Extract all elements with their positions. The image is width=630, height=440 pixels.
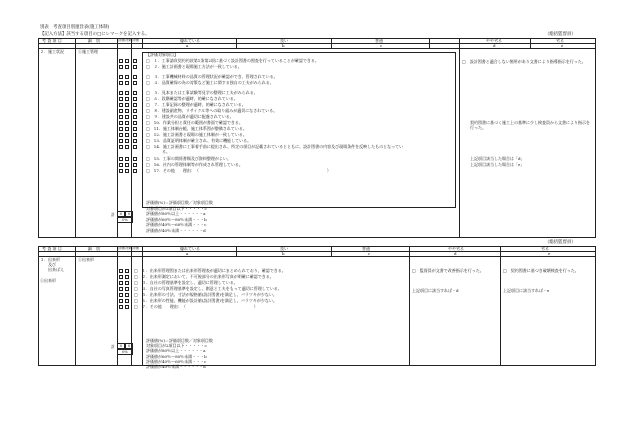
item-construction-status: ２．施工状況 xyxy=(40,49,64,54)
s2-summary-eval: 0 xyxy=(125,343,133,349)
target-checkbox[interactable] xyxy=(119,81,123,85)
grade-e: e xyxy=(561,43,564,48)
target-checkbox[interactable] xyxy=(119,75,123,79)
grade-c: c xyxy=(380,43,383,48)
target-checkbox[interactable] xyxy=(125,269,129,273)
grade-b: b xyxy=(282,43,285,48)
s2-col-e-note2: 上記項目に該当すれば・e xyxy=(503,288,550,293)
s1-col-d-note3: 上記項目該当した場合は「d」 xyxy=(470,156,525,161)
s2-col-header-target: 評価対象 xyxy=(118,246,132,250)
formula-line: 評価値が80％以上・・・・・・a xyxy=(146,211,206,216)
criteria-item: □ ４．品質確保の為の対策など施工に関する独自の工夫がみられる。 xyxy=(146,80,274,85)
s2-subitem: ①出来形 xyxy=(78,257,94,262)
eval-checkbox[interactable] xyxy=(133,115,137,119)
s2-col-header-good: 良い xyxy=(280,246,288,251)
s2-col-header-poor: 劣る xyxy=(541,246,549,251)
s2-col-e-note1: □ 契約図書に基づき破壊検査を行った。 xyxy=(503,268,579,273)
criteria-item: □ 10．作業分担と責任の範囲が書面で確認できる。 xyxy=(146,120,243,125)
target-checkbox[interactable] xyxy=(119,145,123,149)
eval-checkbox[interactable] xyxy=(133,139,137,143)
target-checkbox[interactable] xyxy=(125,305,129,309)
target-checkbox[interactable] xyxy=(119,139,123,143)
formula-line: 評価値が40％未満・・・・・・d xyxy=(146,227,206,233)
criteria-item: □ ３．自社の管理基準を設定し、適切に管理している。 xyxy=(134,280,238,285)
target-checkbox[interactable] xyxy=(119,275,123,279)
target-checkbox[interactable] xyxy=(119,103,123,107)
s1-col-d-note2: 契約図書に基づく施工上の基準に少し検査員から文書により指示を行った。 xyxy=(470,120,590,130)
criteria-item: □ ７．その他 理由：（ ） xyxy=(134,304,258,309)
eval-checkbox[interactable] xyxy=(133,169,137,173)
criteria-item: □ ４．自社の写真管理基準を設定し、創意と工夫をもって適切に管理している。 xyxy=(134,286,282,291)
target-checkbox[interactable] xyxy=(119,169,123,173)
target-checkbox[interactable] xyxy=(119,281,123,285)
target-checkbox[interactable] xyxy=(125,281,129,285)
formula-line: 評価値が60％～80％未満・・・b xyxy=(146,353,207,359)
criteria-item: □ ５．出来形の寸法、寸法が規格値(設計図書)を満足し、バラツキが少ない。 xyxy=(134,292,277,297)
target-checkbox[interactable] xyxy=(125,169,129,173)
formula-line: 評価値が80％以上・・・・・・a xyxy=(146,348,206,354)
s2-col-header-subitem: 細 別 xyxy=(88,246,100,251)
criteria-item: □ ２．施工計画書と現場施工方法が一致している。 xyxy=(146,64,242,69)
criteria-item: る。 xyxy=(146,149,170,154)
col-header-good: 良い xyxy=(280,38,288,43)
target-checkbox[interactable] xyxy=(125,75,129,79)
target-checkbox[interactable] xyxy=(119,133,123,137)
target-checkbox[interactable] xyxy=(125,163,129,167)
target-checkbox[interactable] xyxy=(125,133,129,137)
formula-line: 対象項目が2項目以下・・・・・c xyxy=(146,205,207,211)
s1-summary-eval: 0 xyxy=(125,211,133,217)
criteria-item: □ 14．施工計画書に工事着手前に提出され、所定の項目が記載されているとともに、設計図書の内容及び現場条件を反映したものとなってい xyxy=(146,144,404,149)
target-checkbox[interactable] xyxy=(125,139,129,143)
col-header-poor: 劣る xyxy=(556,38,564,43)
criteria-title: 【評価対象項目】 xyxy=(146,52,178,57)
s2-inspector-label: （総括監督員） xyxy=(545,240,576,245)
formula-line: 評価値が40％未満・・・・・・d xyxy=(146,364,206,369)
instruction-note: 【記入方法】該当する項目の□にレマークを記入する。 xyxy=(40,32,150,37)
col-header-subitem: 細 別 xyxy=(88,38,100,43)
eval-checkbox[interactable] xyxy=(133,133,137,137)
criteria-item: □ ３．工事機械材料の品質の管理状況が確認ができ、管理されている。 xyxy=(146,74,278,79)
s2-col-header-normal: 普通 xyxy=(362,246,370,251)
target-checkbox[interactable] xyxy=(119,115,123,119)
page-title: 別表 考査項目別運営表(施工体制) xyxy=(40,25,110,30)
criteria-item: □ ９．建設共の品質が適切に配慮されている。 xyxy=(146,114,234,119)
criteria-item: □ 17．その他 理由：（ ） xyxy=(146,168,331,173)
target-checkbox[interactable] xyxy=(119,287,123,291)
target-checkbox[interactable] xyxy=(119,59,123,63)
criteria-item: □ ６．出来形の性能、機能が設計値(設計図書)を満足し、バラツキが少ない。 xyxy=(134,298,277,303)
criteria-item: □ ５．見本または工事試験等見学の整理に工夫がみられる。 xyxy=(146,90,258,95)
col-header-target: 評価対象 xyxy=(118,38,132,42)
eval-checkbox[interactable] xyxy=(133,121,137,125)
s2-item-line1: ３．出来形 xyxy=(40,257,60,262)
target-checkbox[interactable] xyxy=(119,299,123,303)
s2-summary-label: 計 xyxy=(111,344,115,349)
target-checkbox[interactable] xyxy=(125,65,129,69)
criteria-item: □ ７．工事記録の整理が適時、的確になされている。 xyxy=(146,102,246,107)
formula-line: 対象項目が2項目以下・・・・・c xyxy=(146,343,207,349)
col-header-excellent: 優れている xyxy=(180,38,200,43)
target-checkbox[interactable] xyxy=(119,305,123,309)
eval-checkbox[interactable] xyxy=(133,65,137,69)
s2-col-header-eval: 評価 xyxy=(132,246,139,250)
col-header-normal: 普通 xyxy=(375,38,383,43)
s2-item-line2: 及び xyxy=(48,262,56,267)
target-checkbox[interactable] xyxy=(125,275,129,279)
criteria-item: □ 11．施工体制台帳、施工体系図が整備されている。 xyxy=(146,126,247,131)
formula-line: 評価値が60％～80％未満・・・b xyxy=(146,216,207,222)
target-checkbox[interactable] xyxy=(125,299,129,303)
target-checkbox[interactable] xyxy=(125,81,129,85)
criteria-item: □ １．工事請負契約約款第1条第2項に基づく設計図書の照査を行っていることが確認できる。 xyxy=(146,58,319,63)
criteria-item: □ ６．段階確認等が適時、的確になされている。 xyxy=(146,96,238,101)
eval-checkbox[interactable] xyxy=(133,103,137,107)
s2-col-header-item: 考 査 項 目 xyxy=(42,246,62,251)
s2-grade-a: a xyxy=(186,251,189,256)
target-checkbox[interactable] xyxy=(125,127,129,131)
s2-grade-d: d xyxy=(454,251,457,256)
inspector-label: （総括監督員） xyxy=(545,32,576,37)
col-header-eval: 評価 xyxy=(132,38,139,42)
grade-d: d xyxy=(493,43,496,48)
grade-a: a xyxy=(186,43,189,48)
target-checkbox[interactable] xyxy=(125,287,129,291)
s2-grade-e: e xyxy=(548,251,551,256)
target-checkbox[interactable] xyxy=(119,91,123,95)
target-checkbox[interactable] xyxy=(119,109,123,113)
s1-col-d-note1: □ 設計図書と適合しない箇所があり文書により指導指示を行った。 xyxy=(462,59,586,64)
target-checkbox[interactable] xyxy=(125,97,129,101)
formula-line: 評価値(%)＝評価項目数／対象項目数 xyxy=(146,200,213,205)
target-checkbox[interactable] xyxy=(119,121,123,125)
target-checkbox[interactable] xyxy=(125,91,129,95)
eval-checkbox[interactable] xyxy=(133,109,137,113)
s2-summary-target: 0 xyxy=(117,343,125,349)
s2-col-header-excellent: 優れている xyxy=(180,246,200,251)
s2-grade-c: c xyxy=(368,251,371,256)
target-checkbox[interactable] xyxy=(125,103,129,107)
s2-grade-b: b xyxy=(282,251,285,256)
s2-subitem2: ①出来形 xyxy=(40,278,56,283)
formula-line: 評価値(%)＝評価項目数／対象項目数 xyxy=(146,338,213,343)
eval-checkbox[interactable] xyxy=(133,145,137,149)
eval-checkbox[interactable] xyxy=(133,91,137,95)
target-checkbox[interactable] xyxy=(125,59,129,63)
target-checkbox[interactable] xyxy=(119,157,123,161)
col-header-slightly-poor: やや劣る xyxy=(486,38,502,43)
target-checkbox[interactable] xyxy=(125,121,129,125)
target-checkbox[interactable] xyxy=(125,157,129,161)
criteria-item: □ 16．社内の管理体制等が作成され管理している。 xyxy=(146,162,243,167)
formula-line: 評価値が40％～60％未満・・・c xyxy=(146,358,207,364)
target-checkbox[interactable] xyxy=(125,109,129,113)
s2-summary-pct: 0% xyxy=(117,349,133,355)
criteria-item: □ ８．建設副産物、リサイクル等への取り組みが適切になされている。 xyxy=(146,108,278,113)
s2-col-d-note1: □ 監督員が文書で改善指示を行った。 xyxy=(412,268,484,273)
subitem-construction-mgmt: ①施工管理 xyxy=(78,49,98,54)
eval-checkbox[interactable] xyxy=(133,81,137,85)
criteria-item: □ 12．施工計画書と現場の施工体制が一致している。 xyxy=(146,132,247,137)
s1-summary-pct: 0% xyxy=(117,217,133,223)
s2-col-d-note2: 上記項目に該当すれば・d xyxy=(412,288,459,293)
eval-checkbox[interactable] xyxy=(133,75,137,79)
col-header-item: 考 査 項 目 xyxy=(42,38,62,43)
s1-summary-label: 計 xyxy=(111,212,115,217)
eval-checkbox[interactable] xyxy=(133,59,137,63)
s1-col-e-note: 上記項目該当した場合は「e」 xyxy=(470,162,525,167)
formula-line: 評価値が40％～60％未満・・・c xyxy=(146,222,207,227)
criteria-item: □ １．出来形管理図または出来形管理表が適切にまとめられており、確認できる。 xyxy=(134,268,286,273)
target-checkbox[interactable] xyxy=(119,97,123,101)
s1-summary-target: 0 xyxy=(117,211,125,217)
target-checkbox[interactable] xyxy=(119,293,123,297)
target-checkbox[interactable] xyxy=(125,115,129,119)
target-checkbox[interactable] xyxy=(119,65,123,69)
target-checkbox[interactable] xyxy=(125,293,129,297)
eval-checkbox[interactable] xyxy=(133,127,137,131)
eval-checkbox[interactable] xyxy=(133,157,137,161)
criteria-item: □ 15．工事の関係書類及び資料整理がよい。 xyxy=(146,156,231,161)
s2-item-line3: 出来ばえ xyxy=(48,267,64,272)
eval-checkbox[interactable] xyxy=(133,163,137,167)
s2-col-header-slightly-poor: やや劣る xyxy=(448,246,464,251)
criteria-item: □ ２．出来形測定において、不可視部分の出来形写真が明確に確認できる。 xyxy=(134,274,274,279)
target-checkbox[interactable] xyxy=(125,145,129,149)
target-checkbox[interactable] xyxy=(119,269,123,273)
target-checkbox[interactable] xyxy=(119,163,123,167)
eval-checkbox[interactable] xyxy=(133,97,137,101)
criteria-item: □ 13．品質証明体制が確立され、有効に機能している。 xyxy=(146,138,252,143)
target-checkbox[interactable] xyxy=(119,127,123,131)
